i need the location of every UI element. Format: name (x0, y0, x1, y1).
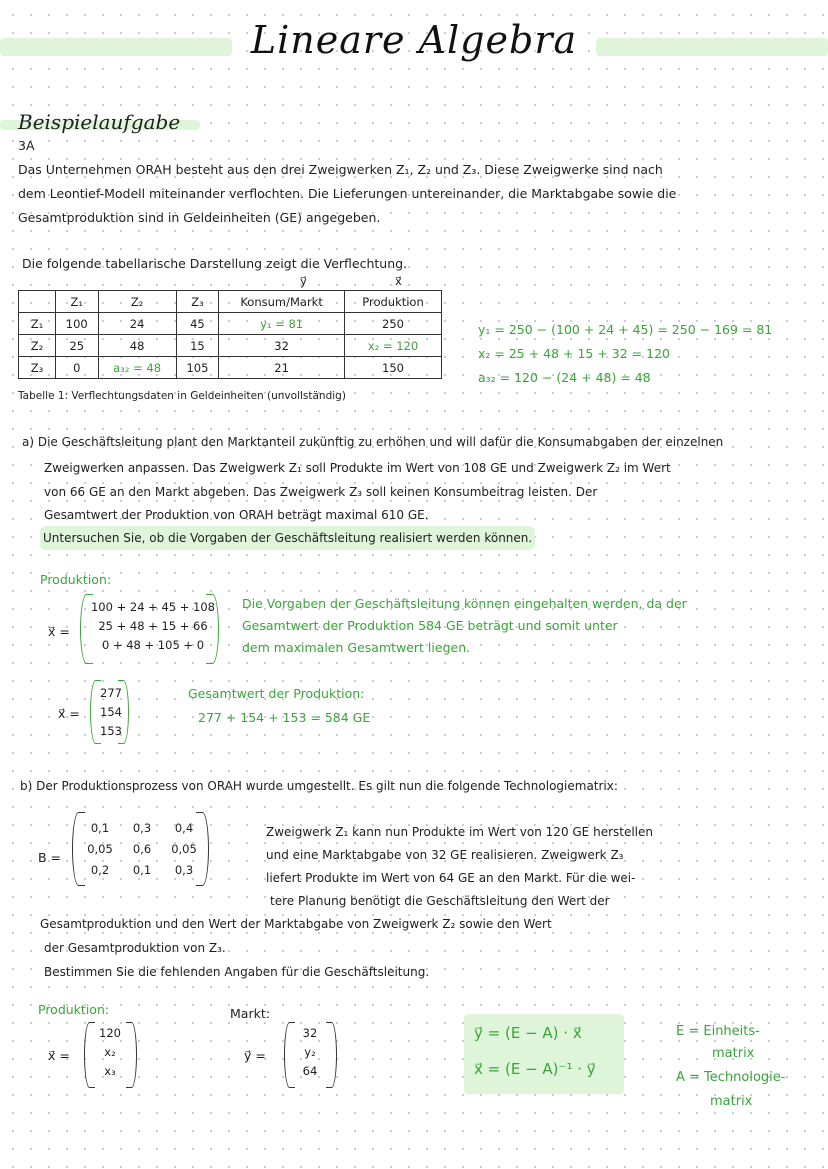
part-b-line-3: liefert Produkte im Wert von 64 GE an den Markt. Für die wei- (266, 871, 636, 885)
table-cell: 150 (345, 357, 442, 379)
table-cell: y₁ = 81 (219, 313, 345, 335)
matrix-row (82, 839, 202, 860)
table-cell: 100 (56, 313, 99, 335)
produktion-b-label: Produktion: (38, 1002, 110, 1017)
calc-y1: y₁ = 250 − (100 + 24 + 45) = 250 − 169 = 81 (478, 322, 773, 337)
y-vector-b-entry: y₂ (304, 1045, 316, 1059)
paren-right (206, 594, 219, 664)
x-vector-b-entry: x₂ (104, 1045, 116, 1059)
table-cell: 250 (345, 313, 442, 335)
table-cell: 24 (98, 313, 176, 335)
matrix-cell: 0,3 (174, 863, 194, 877)
table-cell: x₂ = 120 (345, 335, 442, 357)
paren-right (126, 1022, 137, 1088)
table-header-row (19, 291, 442, 313)
paren-right (118, 680, 129, 744)
vec-y-label: y⃗ (300, 274, 307, 288)
part-b-line-1: Zweigwerk Z₁ kann nun Produkte im Wert von 120 GE herstellen (266, 825, 653, 839)
table-cell: 21 (219, 357, 345, 379)
verflechtung-table (18, 290, 442, 379)
a-conclusion-line-2: Gesamtwert der Produktion 584 GE beträgt und somit unter (242, 618, 618, 633)
y-vector-b-entry: 32 (302, 1026, 318, 1040)
table-cell: 105 (176, 357, 219, 379)
legend-e-2: matrix (712, 1046, 755, 1061)
y-vector-b-entry: 64 (302, 1064, 318, 1078)
intro-line-3: Gesamtproduktion sind in Geldeinheiten (GE) angegeben. (18, 210, 381, 225)
part-a-line-2: Zweigwerken anpassen. Das Zweigwerk Z₁ soll Produkte im Wert von 108 GE und Zweigwerk Z₂ im Wert (44, 461, 671, 475)
gesamtwert-calc: 277 + 154 + 153 = 584 GE (198, 710, 371, 725)
x-vector-b (92, 1024, 128, 1081)
calc-a32: a₃₂ = 120 − (24 + 48) = 48 (478, 370, 651, 385)
paren-right (196, 812, 209, 886)
part-a-line-1: a) Die Geschäftsleitung plant den Marktanteil zukünftig zu erhöhen und will dafür die Konsumabgaben der einzelnen (22, 435, 724, 449)
part-b-line-2: und eine Marktabgabe von 32 GE realisieren. Zweigwerk Z₃ (266, 848, 624, 862)
part-a-line-4: Gesamtwert der Produktion von ORAH beträgt maximal 610 GE. (44, 508, 429, 522)
table-intro: Die folgende tabellarische Darstellung zeigt die Verflechtung. (22, 256, 408, 271)
matrix-b-label: B = (38, 850, 62, 865)
gesamtwert-label: Gesamtwert der Produktion: (188, 686, 365, 701)
y-vector-b (292, 1024, 328, 1081)
part-b-line-6: der Gesamtproduktion von Z₃. (44, 941, 226, 955)
table-cell: Z₁ (19, 313, 56, 335)
table-cell: a₃₂ = 48 (98, 357, 176, 379)
table-header-cell: Konsum/Markt (219, 291, 345, 313)
x-sum-entry: 0 + 48 + 105 + 0 (101, 638, 205, 652)
part-b-intro: b) Der Produktionsprozess von ORAH wurde umgestellt. Es gilt nun die folgende Technologiematrix: (20, 779, 618, 793)
matrix-row (82, 860, 202, 881)
intro-line-1: Das Unternehmen ORAH besteht aus den drei Zweigwerken Z₁, Z₂ und Z₃. Diese Zweigwerke sind nach (18, 162, 663, 177)
produktion-label: Produktion: (40, 572, 112, 587)
table-header-cell (19, 291, 56, 313)
matrix-b (82, 818, 202, 881)
part-b-line-7: Bestimmen Sie die fehlenden Angaben für die Geschäftsleitung. (44, 965, 430, 979)
task-id: 3A (18, 138, 35, 153)
matrix-row (82, 818, 202, 839)
x-vector-b-entry: x₃ (104, 1064, 116, 1078)
x-sum-vector (90, 598, 216, 655)
table-header-cell: Produktion (345, 291, 442, 313)
a-conclusion-line-3: dem maximalen Gesamtwert liegen. (242, 640, 471, 655)
legend-a-2: matrix (710, 1094, 753, 1109)
calc-x2: x₂ = 25 + 48 + 15 + 32 = 120 (478, 346, 670, 361)
table-cell: 48 (98, 335, 176, 357)
table-header-cell: Z₁ (56, 291, 99, 313)
matrix-cell: 0,05 (171, 842, 197, 856)
markt-b-label: Markt: (230, 1006, 270, 1021)
x-sum-entry: 25 + 48 + 15 + 66 (98, 619, 208, 633)
matrix-cell: 0,2 (90, 863, 110, 877)
x-result-entry: 154 (100, 705, 122, 719)
matrix-cell: 0,6 (132, 842, 152, 856)
table-cell: 15 (176, 335, 219, 357)
formula-1: y⃗ = (E − A) · x⃗ (474, 1024, 582, 1042)
x-result-label: x⃗ = (58, 706, 80, 721)
x-vector-label: x⃗ = (48, 624, 70, 639)
x-vector-b-label: x⃗ = (48, 1048, 70, 1063)
table-cell: 0 (56, 357, 99, 379)
table-cell: Z₃ (19, 357, 56, 379)
paren-right (326, 1022, 337, 1088)
x-result-entry: 153 (100, 724, 122, 738)
y-vector-b-label: y⃗ = (244, 1048, 266, 1063)
part-b-line-4: tere Planung benötigt die Geschäftsleitung den Wert der (270, 894, 610, 908)
x-sum-entry: 100 + 24 + 45 + 108 (90, 600, 215, 614)
matrix-cell: 0,1 (90, 821, 110, 835)
table-cell: 45 (176, 313, 219, 335)
x-vector-b-entry: 120 (99, 1026, 121, 1040)
page-title: Lineare Algebra (250, 18, 578, 62)
vec-x-label: x⃗ (395, 274, 402, 288)
legend-a-1: A = Technologie- (676, 1070, 786, 1085)
legend-e-1: E = Einheits- (676, 1024, 760, 1039)
table-row (19, 357, 442, 379)
section-heading: Beispielaufgabe (18, 110, 181, 134)
a-conclusion-line-1: Die Vorgaben der Geschäftsleitung können eingehalten werden, da der (242, 596, 687, 611)
formula-2: x⃗ = (E − A)⁻¹ · y⃗ (474, 1060, 596, 1078)
matrix-cell: 0,1 (132, 863, 152, 877)
table-cell: 32 (219, 335, 345, 357)
table-caption: Tabelle 1: Verflechtungsdaten in Geldeinheiten (unvollständig) (18, 390, 346, 402)
table-row (19, 335, 442, 357)
part-b-line-5: Gesamtproduktion und den Wert der Marktabgabe von Zweigwerk Z₂ sowie den Wert (40, 917, 552, 931)
matrix-cell: 0,3 (132, 821, 152, 835)
table-header-cell: Z₂ (98, 291, 176, 313)
intro-line-2: dem Leontief-Modell miteinander verflochten. Die Lieferungen untereinander, die Marktabgabe sowie die (18, 186, 677, 201)
table-cell: Z₂ (19, 335, 56, 357)
table-header-cell: Z₃ (176, 291, 219, 313)
part-a-line-3: von 66 GE an den Markt abgeben. Das Zweigwerk Z₃ soll keinen Konsumbeitrag leisten. Der (44, 485, 598, 499)
matrix-cell: 0,05 (87, 842, 113, 856)
x-result-entry: 277 (100, 686, 122, 700)
table-cell: 25 (56, 335, 99, 357)
part-a-line-5: Untersuchen Sie, ob die Vorgaben der Geschäftsleitung realisiert werden können. (40, 526, 535, 550)
matrix-cell: 0,4 (174, 821, 194, 835)
table-row (19, 313, 442, 335)
